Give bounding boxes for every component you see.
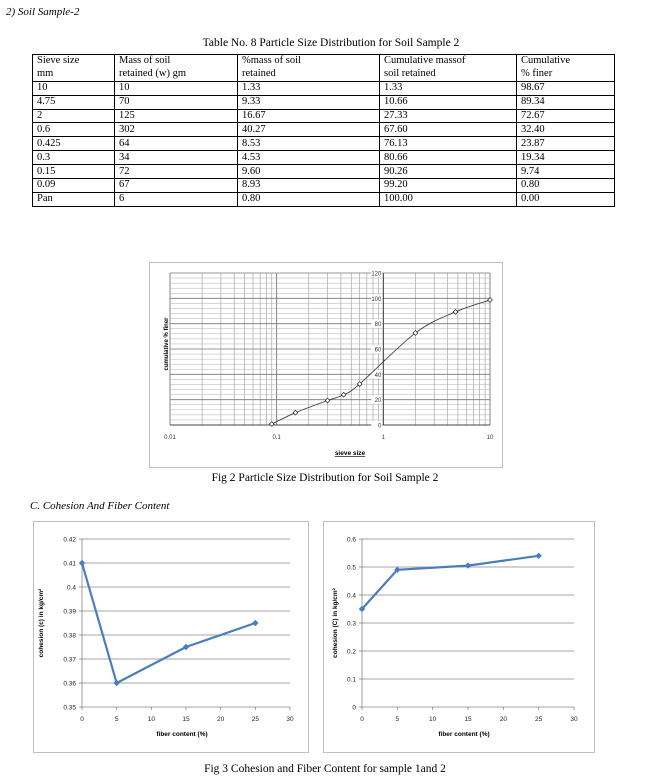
table-row [33, 192, 615, 206]
table-cell: 64 [115, 137, 238, 151]
cohesion-y-tick-label: 0.37 [63, 656, 76, 664]
table-cell: 72.67 [517, 109, 615, 123]
table-header-cell: Mass of soil [115, 55, 238, 68]
psd-chart-frame [149, 262, 503, 468]
particle-size-table [32, 54, 615, 207]
table-cell: 0.00 [517, 192, 615, 206]
cohesion-series-line [82, 563, 255, 683]
table-title: Table No. 8 Particle Size Distribution for Soil Sample 2 [202, 37, 460, 49]
cohesion-y-tick-label: 0.36 [63, 680, 76, 688]
cohesion-x-tick-label: 0 [360, 716, 364, 723]
psd-y-tick-label: 80 [374, 322, 382, 329]
cohesion-y-tick-label: 0.5 [346, 564, 356, 572]
psd-y-tick-label: 0 [377, 423, 382, 430]
psd-x-tick-label: 1 [381, 435, 386, 441]
table-cell: 0.425 [33, 137, 115, 151]
cohesion-x-tick-label: 0 [80, 716, 84, 723]
psd-y-tick-label: 120 [371, 271, 382, 278]
cohesion-x-tick-label: 25 [251, 716, 259, 723]
table-cell: 8.53 [238, 137, 380, 151]
psd-y-tick-label: 100 [371, 296, 382, 303]
table-header-row-2 [33, 68, 615, 81]
table-cell: 4.75 [33, 95, 115, 109]
table-cell: 72 [115, 165, 238, 179]
table-cell: 9.74 [517, 165, 615, 179]
table-cell: 1.33 [380, 81, 517, 95]
table-cell: 2 [33, 109, 115, 123]
cohesion-x-tick-label: 20 [499, 716, 507, 723]
cohesion-y-tick-label: 0.4 [66, 584, 76, 592]
table-header-cell: mm [33, 68, 115, 81]
cohesion-chart-1 [34, 522, 308, 752]
cohesion-x-tick-label: 10 [429, 716, 437, 723]
table-cell: 0.09 [33, 179, 115, 193]
cohesion-y-tick-label: 0.38 [63, 632, 76, 640]
table-cell: 80.66 [380, 151, 517, 165]
table-cell: 99.20 [380, 179, 517, 193]
table-cell: 89.34 [517, 95, 615, 109]
table-header-cell: retained (w) gm [115, 68, 238, 81]
cohesion-data-point [535, 553, 541, 559]
table-header-row-1 [33, 55, 615, 68]
cohesion-y-tick-label: 0.35 [63, 704, 76, 712]
table-cell: 0.3 [33, 151, 115, 165]
table-cell: 40.27 [238, 123, 380, 137]
cohesion-x-tick-label: 5 [395, 716, 400, 723]
table-cell: 125 [115, 109, 238, 123]
table-cell: 10 [115, 81, 238, 95]
table-row [33, 109, 615, 123]
cohesion-y-tick-label: 0.39 [63, 608, 76, 616]
cohesion-x-axis-title: fiber content (%) [438, 731, 490, 738]
table-row [33, 179, 615, 193]
table-cell: 0.15 [33, 165, 115, 179]
table-cell: 0.80 [238, 192, 380, 206]
cohesion-y-tick-label: 0.42 [63, 536, 76, 544]
table-row [33, 95, 615, 109]
table-header-cell: Cumulative massof [380, 55, 517, 68]
table-cell: 9.60 [238, 165, 380, 179]
table-header-cell: Cumulative [517, 55, 615, 68]
psd-x-tick-label: 10 [486, 435, 494, 441]
cohesion-x-tick-label: 15 [464, 716, 472, 723]
table-row [33, 123, 615, 137]
table-row [33, 81, 615, 95]
table-cell: 98.67 [517, 81, 615, 95]
psd-x-tick-label: 0.1 [272, 435, 281, 441]
table-header-cell: %mass of soil [238, 55, 380, 68]
table-cell: 70 [115, 95, 238, 109]
table-header-cell: soil retained [380, 68, 517, 81]
section-heading-soil-sample-2: 2) Soil Sample-2 [6, 6, 80, 18]
cohesion-x-tick-label: 25 [535, 716, 543, 723]
section-heading-cohesion: C. Cohesion And Fiber Content [30, 500, 170, 512]
cohesion-series-line [362, 556, 539, 609]
cohesion-x-tick-label: 15 [182, 716, 190, 723]
cohesion-y-tick-label: 0.2 [346, 648, 356, 656]
table-cell: 4.53 [238, 151, 380, 165]
psd-y-axis-title: cumulative % finer [164, 317, 170, 371]
table-cell: 0.80 [517, 179, 615, 193]
table-cell: 16.67 [238, 109, 380, 123]
table-cell: 32.40 [517, 123, 615, 137]
psd-y-tick-label: 60 [374, 347, 382, 354]
psd-x-axis-title: sieve size [334, 450, 366, 457]
cohesion-y-tick-label: 0 [352, 704, 356, 712]
table-cell: 76.13 [380, 137, 517, 151]
fig2-caption: Fig 2 Particle Size Distribution for Soil Sample 2 [211, 472, 439, 484]
table-cell: 10.66 [380, 95, 517, 109]
psd-y-tick-label: 40 [374, 372, 382, 379]
table-cell: 67.60 [380, 123, 517, 137]
psd-data-point [325, 398, 330, 403]
table-cell: 19.34 [517, 151, 615, 165]
table-cell: 90.26 [380, 165, 517, 179]
table-cell: 6 [115, 192, 238, 206]
psd-x-tick-label: 0.01 [164, 435, 176, 441]
table-row [33, 151, 615, 165]
table-row [33, 137, 615, 151]
psd-data-point [293, 410, 298, 415]
cohesion-y-axis-title: cohesion (C) in kg/cm² [332, 588, 339, 658]
table-header-cell: % finer [517, 68, 615, 81]
table-cell: Pan [33, 192, 115, 206]
table-header-cell: retained [238, 68, 380, 81]
cohesion-y-axis-title: cohesion (c) in kg/cm² [38, 588, 45, 658]
cohesion-y-tick-label: 0.6 [346, 536, 356, 544]
cohesion-y-tick-label: 0.41 [63, 560, 76, 568]
fig3-caption: Fig 3 Cohesion and Fiber Content for sample 1and 2 [204, 763, 446, 775]
table-cell: 27.33 [380, 109, 517, 123]
cohesion-y-tick-label: 0.1 [346, 676, 356, 684]
table-cell: 10 [33, 81, 115, 95]
cohesion-chart-1-frame [33, 521, 309, 753]
cohesion-x-tick-label: 5 [114, 716, 119, 723]
table-cell: 1.33 [238, 81, 380, 95]
psd-y-tick-label: 20 [374, 398, 382, 405]
psd-data-point [341, 392, 346, 397]
table-cell: 302 [115, 123, 238, 137]
table-header-cell: Sieve size [33, 55, 115, 68]
cohesion-y-tick-label: 0.4 [346, 592, 356, 600]
cohesion-x-tick-label: 10 [147, 716, 155, 723]
table-cell: 9.33 [238, 95, 380, 109]
cohesion-y-tick-label: 0.3 [346, 620, 356, 628]
cohesion-x-tick-label: 30 [570, 716, 578, 723]
cohesion-x-axis-title: fiber content (%) [156, 731, 208, 738]
table-cell: 100.00 [380, 192, 517, 206]
psd-chart [150, 263, 502, 467]
table-cell: 8.93 [238, 179, 380, 193]
table-cell: 0.6 [33, 123, 115, 137]
table-cell: 67 [115, 179, 238, 193]
cohesion-data-point [465, 562, 471, 568]
table-cell: 34 [115, 151, 238, 165]
cohesion-chart-2-frame [323, 521, 595, 753]
cohesion-x-tick-label: 20 [217, 716, 225, 723]
psd-data-point [269, 422, 274, 427]
cohesion-x-tick-label: 30 [286, 716, 294, 723]
cohesion-data-point [252, 620, 258, 626]
cohesion-data-point [79, 560, 85, 566]
table-cell: 23.87 [517, 137, 615, 151]
table-row [33, 165, 615, 179]
cohesion-chart-2 [324, 522, 594, 752]
